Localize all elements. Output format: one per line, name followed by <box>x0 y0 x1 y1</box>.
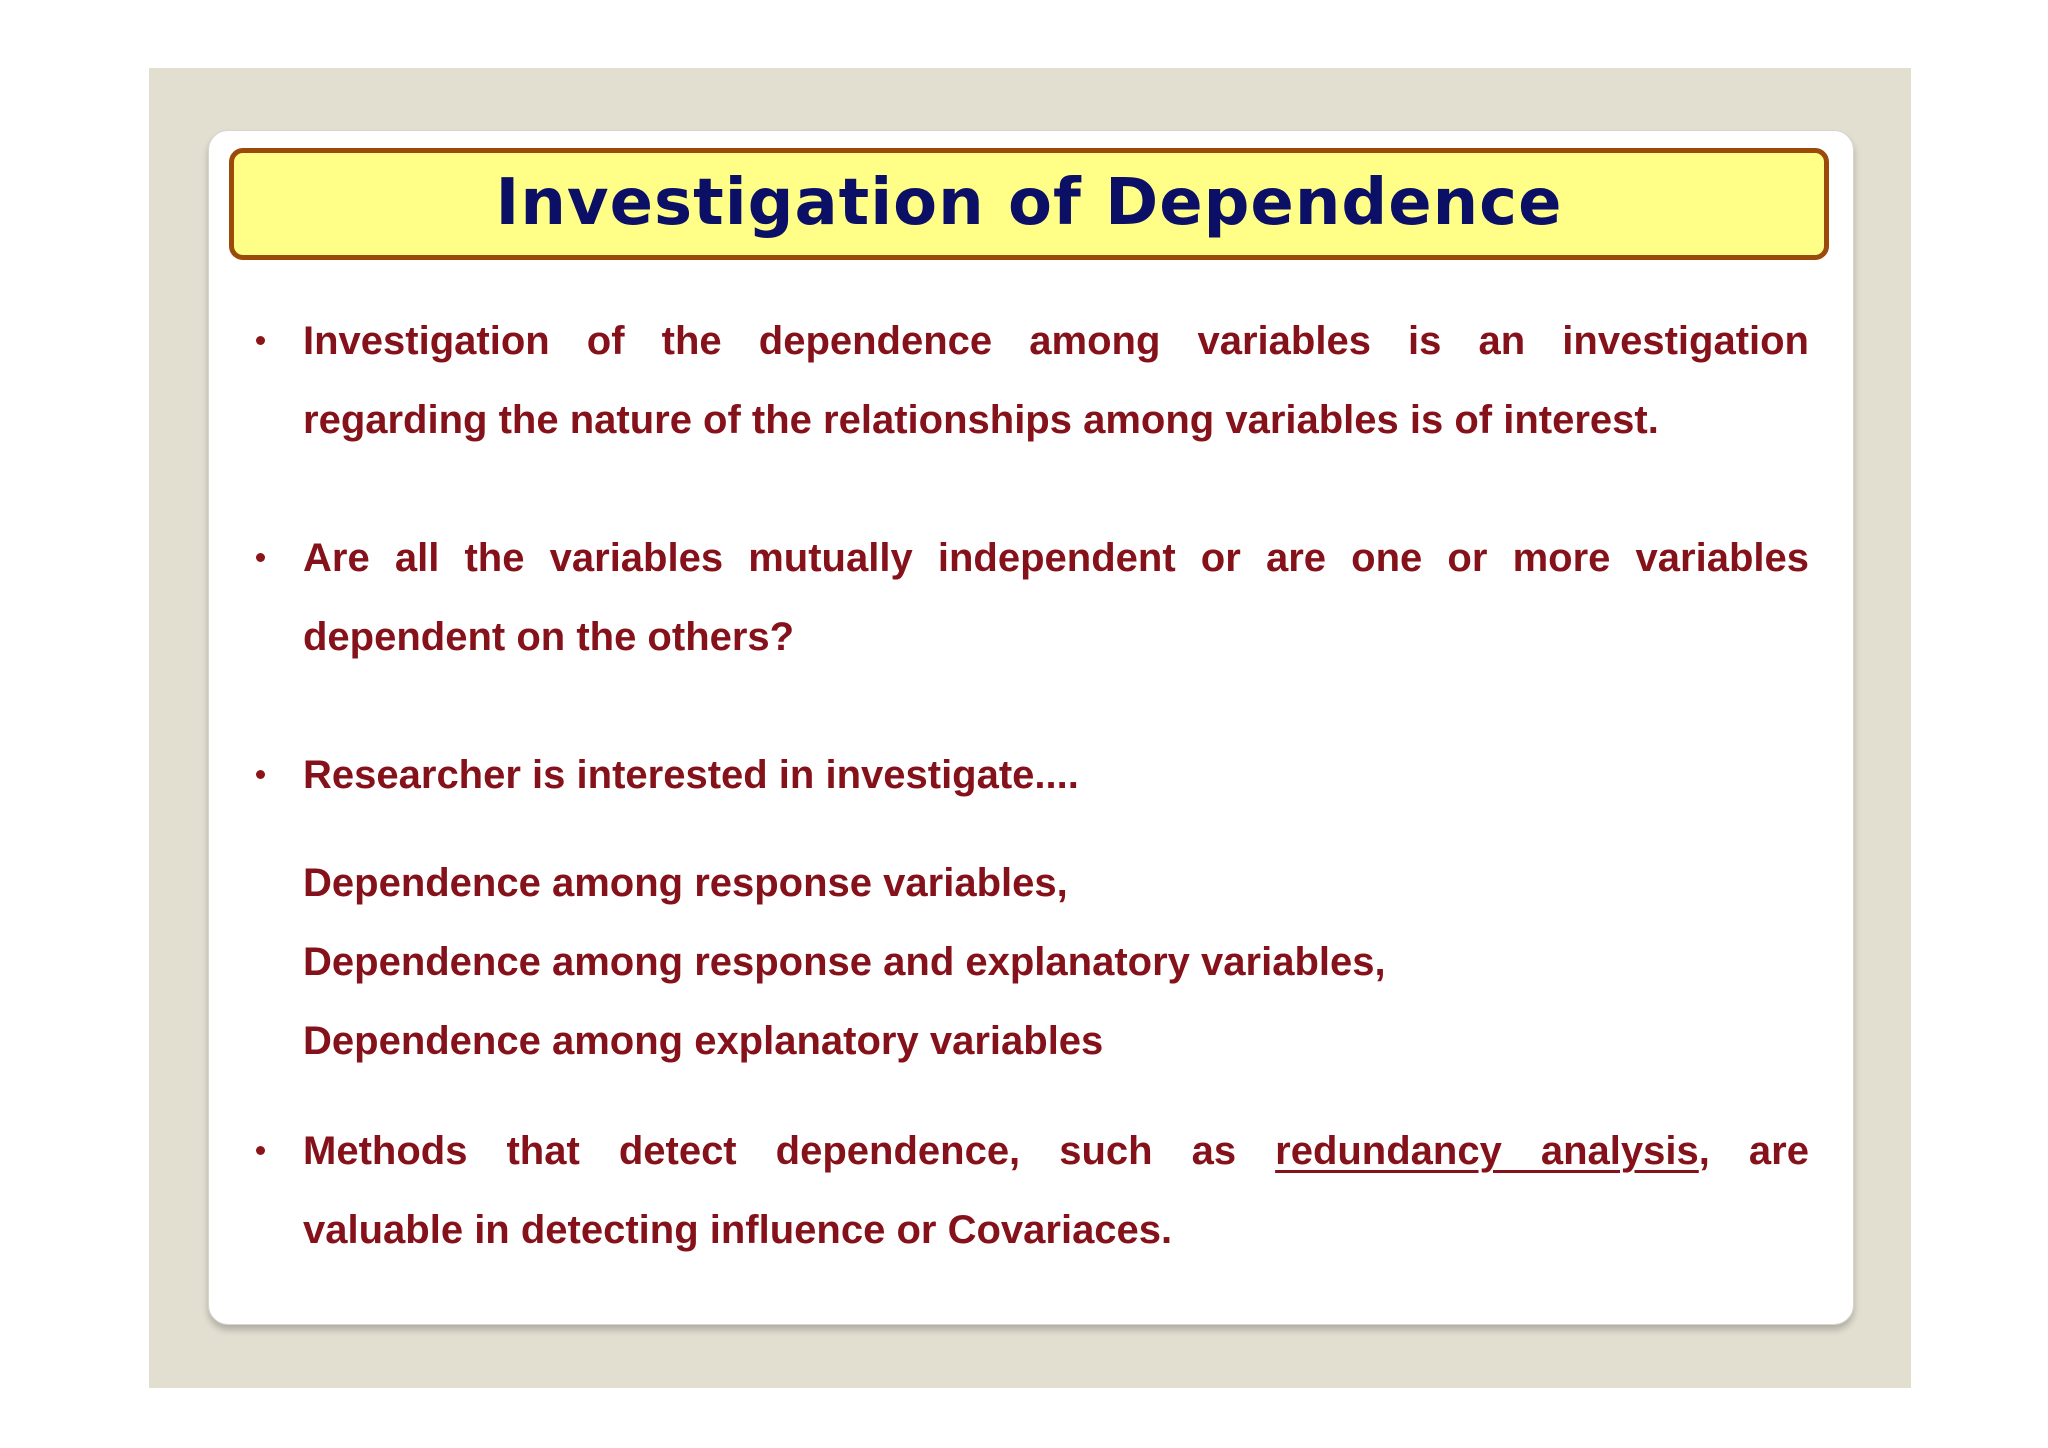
bullet-dot-icon <box>256 770 265 779</box>
bullet-2-line-1: Are all the variables mutually independent or are one or more variables <box>303 536 1809 580</box>
bullet-dot-icon <box>256 1146 265 1155</box>
sub-item-2: Dependence among response and explanatory variables, <box>303 940 1386 984</box>
bullet-4-line-2: valuable in detecting influence or Covariaces. <box>303 1208 1173 1252</box>
bullet-1-line-1: Investigation of the dependence among variables is an investigation <box>303 319 1809 363</box>
bullet-4-line-1 <box>303 1127 1809 1175</box>
bullet-dot-icon <box>256 553 265 562</box>
redundancy-analysis-link[interactable]: redundancy analysis <box>1275 1129 1699 1173</box>
bullet-3-line-1: Researcher is interested in investigate.... <box>303 753 1079 797</box>
title-banner <box>229 148 1829 260</box>
bullet-4-text-before: Methods that detect dependence, such as <box>303 1129 1237 1173</box>
bullet-dot-icon <box>256 336 265 345</box>
bullet-4-text-comma: , are <box>1698 1129 1809 1173</box>
sub-item-1: Dependence among response variables, <box>303 861 1068 905</box>
bullet-1-line-2: regarding the nature of the relationships among variables is of interest. <box>303 398 1659 442</box>
sub-item-3: Dependence among explanatory variables <box>303 1019 1104 1063</box>
bullet-2-line-2: dependent on the others? <box>303 615 795 659</box>
slide-title: Investigation of Dependence <box>495 166 1563 240</box>
